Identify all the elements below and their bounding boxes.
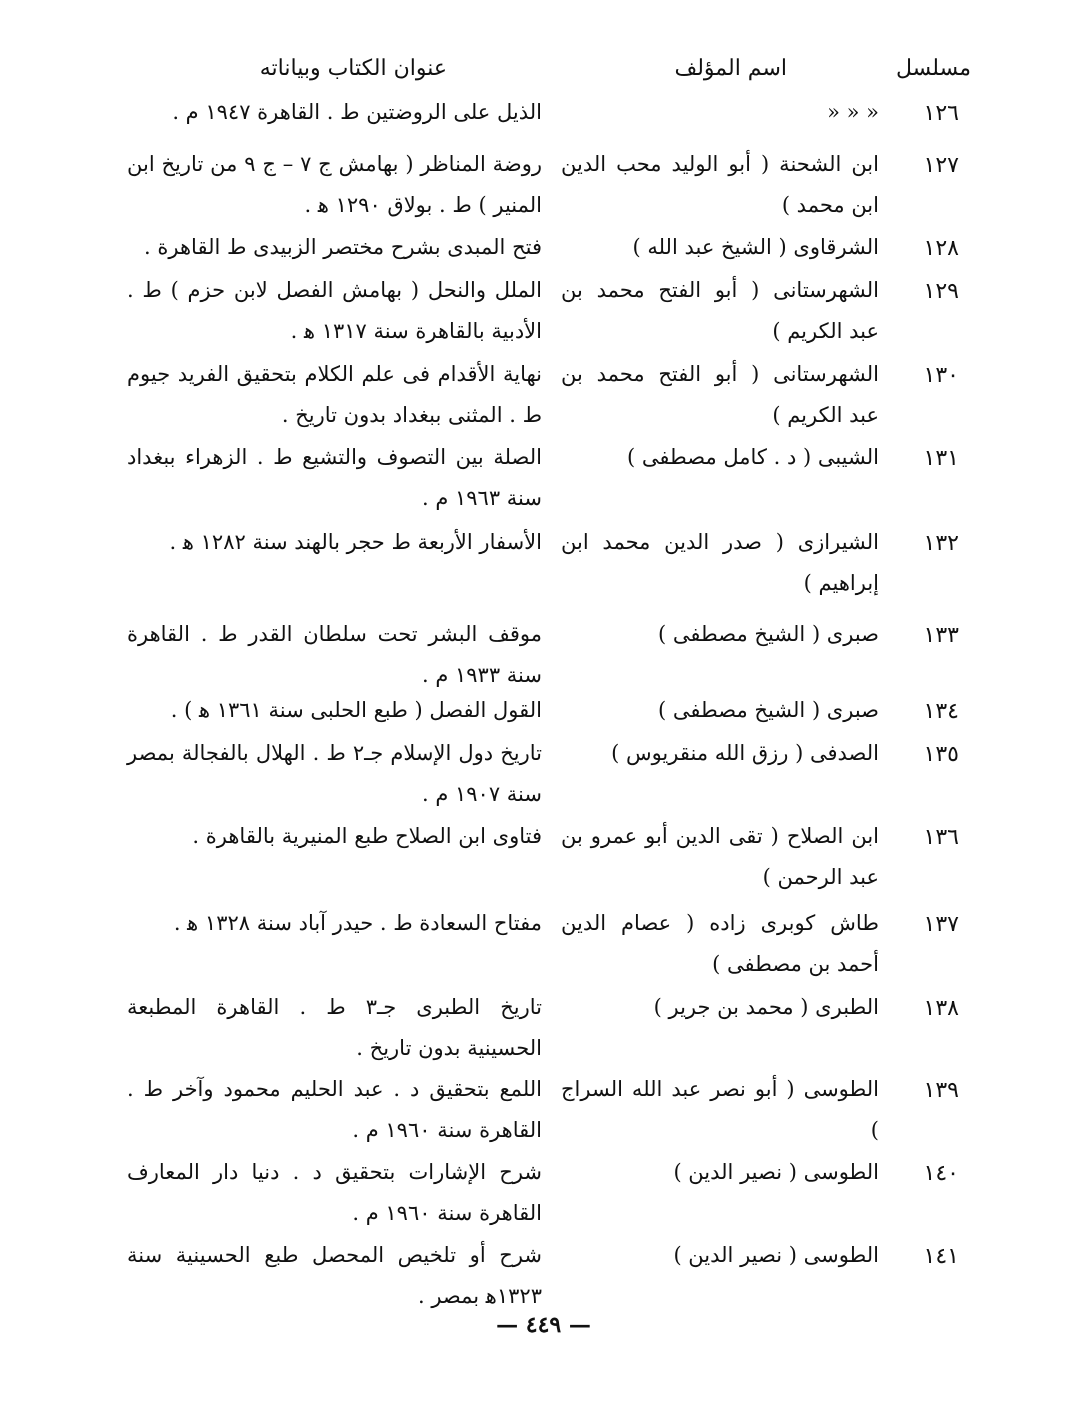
entry-serial: ١٢٧	[923, 153, 959, 178]
entry-title: الملل والنحل ( بهامش الفصل لابن حزم ) ط . الأدبية بالقاهرة سنة ١٣١٧ ﻫ .	[127, 278, 542, 343]
entry-author: صبرى ( الشيخ مصطفى )	[658, 622, 879, 646]
entry-author: الشيبى ( د . كامل مصطفى )	[627, 445, 879, 469]
entry-author: الشهرستانى ( أبو الفتح محمد بن عبد الكريم )	[561, 362, 879, 427]
entry-title: الذيل على الروضتين ط . القاهرة ١٩٤٧ م .	[172, 100, 542, 124]
entry-title: اللمع بتحقيق د . عبد الحليم محمود وآخر ط . القاهرة سنة ١٩٦٠ م .	[127, 1077, 542, 1142]
entry-author: ابن الشحنة ( أبو الوليد محب الدين ابن محمد )	[561, 152, 879, 217]
entry-title: موقف البشر تحت سلطان القدر ط . القاهرة سنة ١٩٣٣ م .	[127, 622, 542, 687]
entry-author: طاش كوبرى زاده ( عصام الدين أحمد بن مصطفى )	[561, 911, 879, 976]
entry-author: الشرقاوى ( الشيخ عبد الله )	[632, 235, 879, 259]
entry-title: شرح أو تلخيص المحصل طبع الحسينية سنة ١٣٢٣ﻫ بمصر .	[127, 1243, 542, 1308]
entry-serial: ١٣٢	[923, 531, 959, 556]
entry-title: نهاية الأقدام فى علم الكلام بتحقيق الفريد جيوم ط . المثنى ببغداد بدون تاريخ .	[127, 362, 542, 427]
entry-author: الطوسى ( نصير الدين )	[673, 1243, 879, 1267]
entry-serial: ١٣٨	[923, 996, 959, 1021]
header-author: اسم المؤلف	[674, 56, 787, 81]
entry-title: القول الفصل ( طبع الحلبى سنة ١٣٦١ ﻫ ) .	[170, 698, 542, 722]
entry-serial: ١٤١	[923, 1244, 959, 1269]
entry-author: ابن الصلاح ( تقى الدين أبو عمرو بن عبد الرحمن )	[561, 824, 879, 889]
entry-title: تاريخ الطبرى جـ٣ ط . القاهرة المطبعة الحسينية بدون تاريخ .	[127, 995, 542, 1060]
entry-title: الأسفار الأربعة ط حجر بالهند سنة ١٢٨٢ ﻫ .	[169, 530, 542, 554]
entry-serial: ١٢٨	[923, 236, 959, 261]
entry-serial: ١٣٠	[923, 363, 959, 388]
entry-author: « « «	[827, 100, 879, 124]
entry-author: الطوسى ( نصير الدين )	[673, 1160, 879, 1184]
header-title: عنوان الكتاب وبياناته	[259, 56, 447, 81]
entry-serial: ١٣١	[923, 446, 959, 471]
entry-serial: ١٢٦	[923, 101, 959, 126]
entry-serial: ١٢٩	[923, 279, 959, 304]
entry-serial: ١٣٦	[923, 825, 959, 850]
entry-title: فتح المبدى بشرح مختصر الزبيدى ط القاهرة .	[144, 235, 542, 259]
entry-serial: ١٤٠	[923, 1161, 959, 1186]
header-serial: مسلسل	[896, 56, 971, 81]
entry-title: الصلة بين التصوف والتشيع ط . الزهراء ببغداد سنة ١٩٦٣ م .	[127, 445, 542, 510]
entry-title: روضة المناظر ( بهامش ج ٧ – ج ٩ من تاريخ ابن المنير ) ط . بولاق ١٢٩٠ ﻫ .	[127, 152, 542, 217]
entry-serial: ١٣٤	[923, 699, 959, 724]
entry-author: الصدفى ( رزق الله منقريوس )	[611, 741, 879, 765]
entry-author: الطوسى ( أبو نصر عبد الله السراج )	[561, 1077, 879, 1142]
entry-author: الشهرستانى ( أبو الفتح محمد بن عبد الكريم )	[561, 278, 879, 343]
entry-author: الطبرى ( محمد بن جرير )	[653, 995, 879, 1019]
entry-serial: ١٣٥	[923, 742, 959, 767]
entry-author: الشيرازى ( صدر الدين محمد ابن إبراهيم )	[561, 530, 879, 595]
entry-title: فتاوى ابن الصلاح طبع المنيرية بالقاهرة .	[192, 824, 542, 848]
entry-serial: ١٣٧	[923, 912, 959, 937]
entry-title: شرح الإشارات بتحقيق د . دنيا دار المعارف القاهرة سنة ١٩٦٠ م .	[127, 1160, 542, 1225]
entry-title: تاريخ دول الإسلام جـ٢ ط . الهلال بالفجالة بمصر سنة ١٩٠٧ م .	[127, 741, 542, 806]
entry-serial: ١٣٩	[923, 1078, 959, 1103]
entry-serial: ١٣٣	[923, 623, 959, 648]
entry-author: صبرى ( الشيخ مصطفى )	[658, 698, 879, 722]
entry-title: مفتاح السعادة ط . حيدر آباد سنة ١٣٢٨ ﻫ .	[173, 911, 542, 935]
column-headers	[0, 56, 1087, 92]
page-number: — ٤٤٩ —	[496, 1312, 591, 1338]
